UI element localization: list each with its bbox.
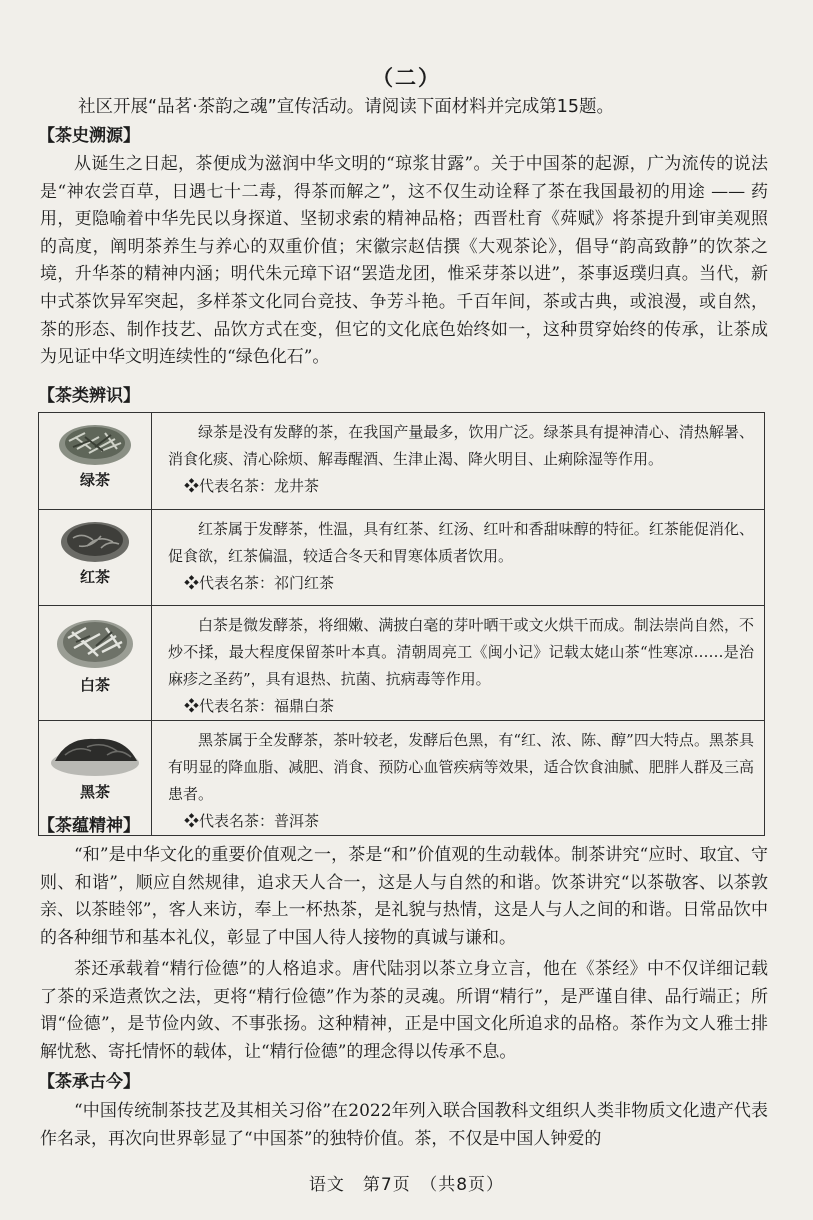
representative-tea: ❖代表名茶：福鼎白茶 bbox=[184, 697, 335, 715]
tea-name: 绿茶 bbox=[79, 471, 110, 489]
table-row bbox=[39, 413, 765, 510]
spirit-paragraph-1: “和”是中华文化的重要价值观之一，茶是“和”价值观的生动载体。制茶讲究“应时、取宜、守则、和谐”，顺应自然规律，追求天人合一，这是人与自然的和谐。饮茶讲究“以茶敬客、以茶敦亲、以茶睦邻”，客人来访，奉上一杯热茶，是礼貌与热情，这是人与人之间的和谐。日常品饮中的各种细节和基本礼仪，彰显了中国人待人接物的真诚与谦和。 bbox=[40, 845, 768, 948]
dark-tea-leaves-icon bbox=[47, 727, 143, 779]
green-tea-leaves-icon bbox=[55, 419, 135, 467]
tea-name: 红茶 bbox=[79, 568, 110, 586]
tea-description-cell bbox=[152, 721, 765, 836]
section-heading: （二） bbox=[372, 66, 441, 90]
tea-name: 白茶 bbox=[79, 676, 110, 694]
representative-tea: ❖代表名茶：龙井茶 bbox=[184, 477, 320, 495]
tea-description-cell bbox=[152, 510, 765, 606]
representative-tea: ❖代表名茶：祁门红茶 bbox=[184, 574, 335, 592]
types-section-title: 【茶类辨识】 bbox=[38, 386, 140, 406]
tea-types-table bbox=[38, 412, 765, 836]
spirit-section-title: 【茶蕴精神】 bbox=[38, 816, 140, 836]
spirit-paragraph-2: 茶还承载着“精行俭德”的人格追求。唐代陆羽以茶立身立言，他在《茶经》中不仅详细记载了茶的采造煮饮之法，更将“精行俭德”作为茶的灵魂。所谓“精行”，是严谨自律、品行端正；所谓“俭德”，是节俭内敛、不事张扬。这种精神，正是中国文化所追求的品格。茶作为文人雅士排解忧愁、寄托情怀的载体，让“精行俭德”的理念得以传承不息。 bbox=[40, 959, 768, 1062]
tea-description-cell bbox=[152, 606, 765, 721]
history-paragraph: 从诞生之日起，茶便成为滋润中华文明的“琼浆甘露”。关于中国茶的起源，广为流传的说法是“神农尝百草，日遇七十二毒，得茶而解之”，这不仅生动诠释了茶在我国最初的用途 —— 药用，更隐喻着中华先民以身探道、坚韧求索的精神品格；西晋杜育《荈赋》将茶提升到审美观照的高度，阐明茶养生与养心的双重价值；宋徽宗赵佶撰《大观茶论》，倡导“韵高致静”的饮茶之境，升华茶的精神内涵；明代朱元璋下诏“罢造龙团，惟采芽茶以进”，茶事返璞归真。当代，新中式茶饮异军突起，多样茶文化同台竞技、争芳斗艳。千百年间，茶或古典，或浪漫，或自然，茶的形态、制作技艺、品饮方式在变，但它的文化底色始终如一，这种贯穿始终的传承，让茶成为见证中华文明连续性的“绿色化石”。 bbox=[40, 154, 768, 368]
intro-text: 社区开展“品茗·茶韵之魂”宣传活动。请阅读下面材料并完成第15题。 bbox=[78, 97, 614, 117]
today-paragraph: “中国传统制茶技艺及其相关习俗”在2022年列入联合国教科文组织人类非物质文化遗产代表作名录，再次向世界彰显了“中国茶”的独特价值。茶，不仅是中国人钟爱的 bbox=[40, 1101, 768, 1149]
tea-description: 绿茶是没有发酵的茶，在我国产量最多，饮用广泛。绿茶具有提神清心、清热解暑、消食化痰、清心除烦、解毒醒酒、生津止渴、降火明目、止痢除湿等作用。 bbox=[168, 423, 754, 468]
representative-tea: ❖代表名茶：普洱茶 bbox=[184, 812, 320, 830]
tea-image-cell bbox=[39, 510, 152, 606]
tea-description: 黑茶属于全发酵茶，茶叶较老，发酵后色黑，有“红、浓、陈、醇”四大特点。黑茶具有明显的降血脂、减肥、消食、预防心血管疾病等效果，适合饮食油腻、肥胖人群及三高患者。 bbox=[168, 731, 754, 803]
history-section-title: 【茶史溯源】 bbox=[38, 126, 140, 146]
tea-description-cell bbox=[152, 413, 765, 510]
tea-name: 黑茶 bbox=[79, 783, 110, 801]
table-row bbox=[39, 721, 765, 836]
page-footer: 语文 第7页 （共8页） bbox=[308, 1175, 505, 1195]
table-row bbox=[39, 606, 765, 721]
table-row bbox=[39, 510, 765, 606]
black-tea-leaves-icon bbox=[57, 516, 133, 564]
tea-description: 白茶是微发酵茶，将细嫩、满披白毫的芽叶晒干或文火烘干而成。制法崇尚自然，不炒不揉，最大程度保留茶叶本真。清朝周亮工《闽小记》记载太姥山茶“性寒凉……是治麻疹之圣药”，具有退热、抗菌、抗病毒等作用。 bbox=[168, 616, 754, 688]
tea-description: 红茶属于发酵茶，性温，具有红茶、红汤、红叶和香甜味醇的特征。红茶能促消化、促食欲，红茶偏温，较适合冬天和胃寒体质者饮用。 bbox=[168, 520, 754, 565]
white-tea-leaves-icon bbox=[52, 612, 138, 672]
tea-image-cell bbox=[39, 413, 152, 510]
tea-image-cell bbox=[39, 606, 152, 721]
today-section-title: 【茶承古今】 bbox=[38, 1072, 140, 1092]
